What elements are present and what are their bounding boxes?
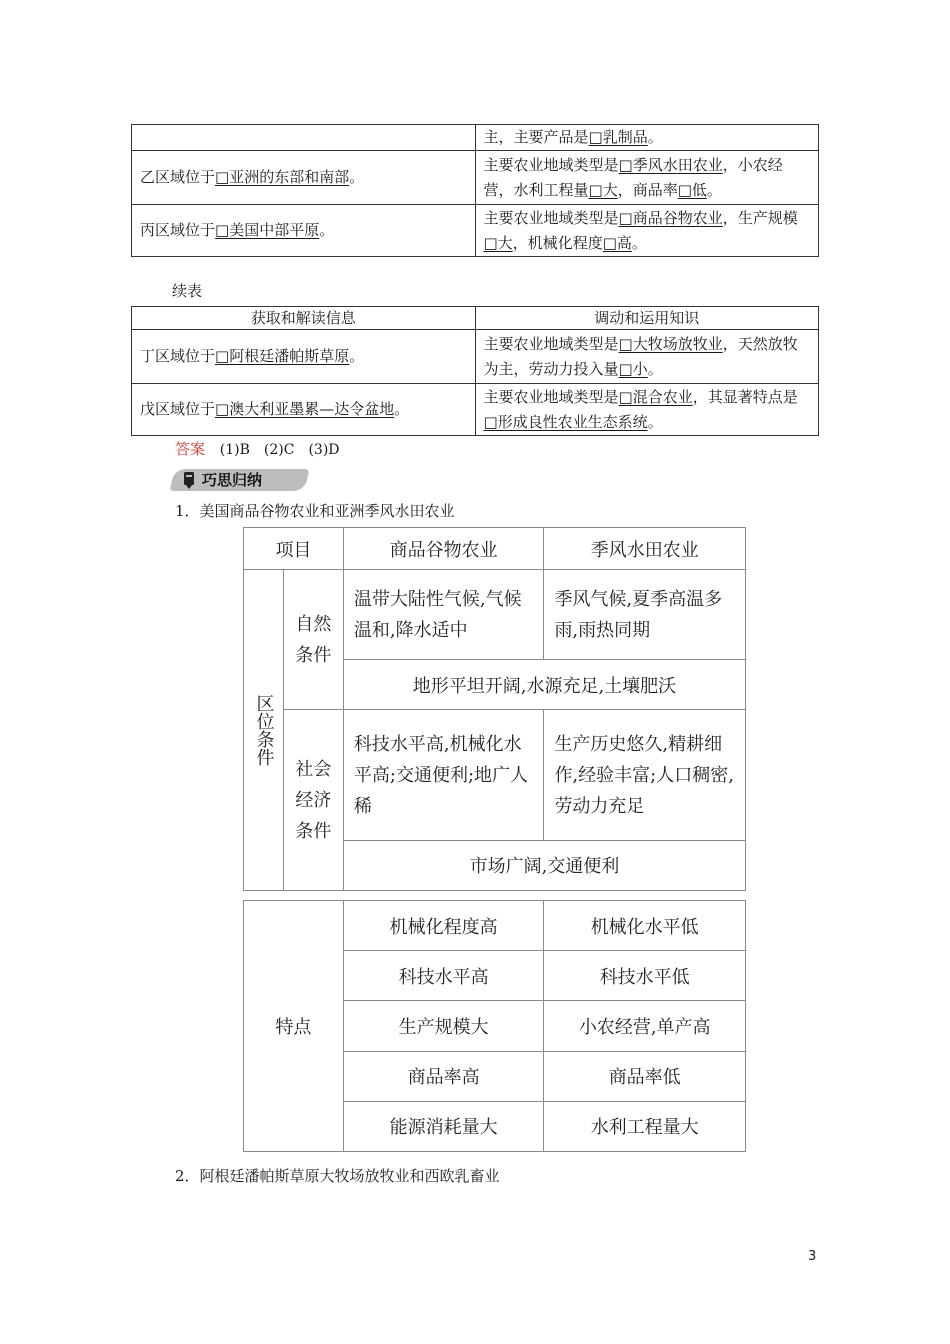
answer-label: 答案: [175, 440, 206, 458]
feature-grain: 商品率高: [343, 1051, 544, 1101]
cell-text: ，其显著特点是: [692, 387, 798, 406]
cell-text: 乙区域位于: [140, 168, 216, 186]
location-conditions-cell: [244, 570, 284, 891]
feature-rice: 科技水平低: [544, 951, 746, 1001]
answer-text: (1)B (2)C (3)D: [219, 442, 340, 458]
table-row: [244, 570, 746, 660]
cell-right: [475, 205, 819, 257]
heading-2: 2．阿根廷潘帕斯草原大牧场放牧业和西欧乳畜业: [175, 1167, 500, 1185]
cell-text: 主，主要产品是: [483, 128, 589, 146]
cell-text: 。: [349, 168, 365, 186]
cell-text: 。: [647, 359, 663, 378]
table-row: [244, 710, 746, 840]
cell-text: ，商品率: [617, 180, 678, 199]
natural-rice: 季风气候,夏季高温多雨,雨热同期: [544, 570, 746, 660]
cell-text: ，机械化程度: [512, 233, 603, 252]
social-grain: 科技水平高,机械化水平高;交通便利;地广人稀: [343, 710, 544, 840]
social-shared: 市场广阔,交通便利: [343, 840, 745, 890]
filled-answer: □大牧场放牧业: [618, 334, 723, 353]
features-cell: [244, 901, 344, 1152]
cell-text: 主要农业地域类型是: [483, 155, 619, 174]
header-grain: 商品谷物农业: [343, 528, 544, 570]
feature-rice: 商品率低: [544, 1051, 746, 1101]
answer-line: [175, 438, 340, 459]
filled-answer: □亚洲的东部和南部: [215, 168, 350, 186]
cell-text: 。: [394, 400, 410, 418]
features-label: 特点: [275, 1017, 312, 1038]
filled-answer: □混合农业: [618, 387, 693, 406]
feature-grain: 生产规模大: [343, 1001, 544, 1051]
page-number: 3: [808, 1249, 817, 1264]
filled-answer: □高: [602, 233, 632, 252]
feature-rice: 小农经营,单产高: [544, 1001, 746, 1051]
cell-text: ，天然放牧为主，劳动力投入量: [483, 334, 798, 378]
cell-left: [132, 205, 476, 257]
cell-text: ，生产规模: [722, 208, 798, 227]
cell-text: 。: [647, 412, 663, 431]
cell-text: 主要农业地域类型是: [483, 387, 619, 406]
cell-right: [475, 125, 819, 151]
pen-icon: [182, 471, 196, 489]
cell-text: 。: [349, 347, 365, 365]
cell-text: 戊区域位于: [140, 400, 216, 418]
cell-text: 主要农业地域类型是: [483, 334, 619, 353]
table-row: [132, 151, 819, 205]
feature-grain: 科技水平高: [343, 951, 544, 1001]
table-row: [132, 384, 819, 436]
continued-label: 续表: [172, 282, 203, 300]
filled-answer: □澳大利亚墨累—达令盆地: [215, 400, 395, 418]
header-item: 项目: [244, 528, 344, 570]
comparison-table-features: [243, 900, 746, 1152]
natural-conditions-label: 自然条件: [295, 613, 332, 666]
cell-left: [132, 151, 476, 205]
section-badge-label: 巧思归纳: [202, 471, 263, 489]
column-header: 获取和解读信息: [132, 307, 476, 330]
table-row: [132, 330, 819, 384]
feature-rice: 水利工程量大: [544, 1101, 746, 1151]
table-row: [132, 205, 819, 257]
cell-right: [475, 330, 819, 384]
cell-text: 。: [319, 221, 335, 239]
cell-text: 。: [647, 128, 663, 146]
table-header-row: [244, 528, 746, 570]
feature-grain: 能源消耗量大: [343, 1101, 544, 1151]
filled-answer: □美国中部平原: [215, 221, 320, 239]
natural-shared: 地形平坦开阔,水源充足,土壤肥沃: [343, 660, 745, 710]
filled-answer: □乳制品: [588, 128, 648, 146]
cell-left: [132, 125, 476, 151]
cell-left: [132, 330, 476, 384]
filled-answer: □低: [677, 180, 707, 199]
feature-grain: 机械化程度高: [343, 901, 544, 951]
section-badge: [172, 465, 307, 493]
cell-right: [475, 384, 819, 436]
cell-text: 。: [631, 233, 647, 252]
region-table-continued: [131, 306, 819, 436]
cell-text: 主要农业地域类型是: [483, 208, 619, 227]
natural-grain: 温带大陆性气候,气候温和,降水适中: [343, 570, 544, 660]
filled-answer: □大: [483, 233, 513, 252]
filled-answer: □大: [588, 180, 618, 199]
social-conditions-cell: [283, 710, 343, 891]
header-rice: 季风水田农业: [544, 528, 746, 570]
cell-left: [132, 384, 476, 436]
natural-conditions-cell: [283, 570, 343, 710]
table-header-row: [132, 307, 819, 330]
cell-text: 丁区域位于: [140, 347, 216, 365]
comparison-table-location: [243, 527, 746, 891]
region-table-top: [131, 124, 819, 257]
filled-answer: □季风水田农业: [618, 155, 723, 174]
location-conditions-label: 区位条件: [253, 694, 275, 767]
cell-right: [475, 151, 819, 205]
heading-1: 1．美国商品谷物农业和亚洲季风水田农业: [175, 502, 455, 520]
filled-answer: □商品谷物农业: [618, 208, 723, 227]
cell-text: 。: [706, 180, 722, 199]
cell-text: ，小农经营，水利工程量: [483, 155, 783, 199]
table-row: [132, 125, 819, 151]
feature-rice: 机械化水平低: [544, 901, 746, 951]
cell-text: 丙区域位于: [140, 221, 216, 239]
social-rice: 生产历史悠久,精耕细作,经验丰富;人口稠密,劳动力充足: [544, 710, 746, 840]
filled-answer: □小: [618, 359, 648, 378]
table-row: [244, 901, 746, 951]
column-header: 调动和运用知识: [475, 307, 819, 330]
filled-answer: □阿根廷潘帕斯草原: [215, 347, 350, 365]
filled-answer: □形成良性农业生态系统: [483, 412, 648, 431]
social-conditions-label: 社会经济条件: [295, 758, 332, 842]
